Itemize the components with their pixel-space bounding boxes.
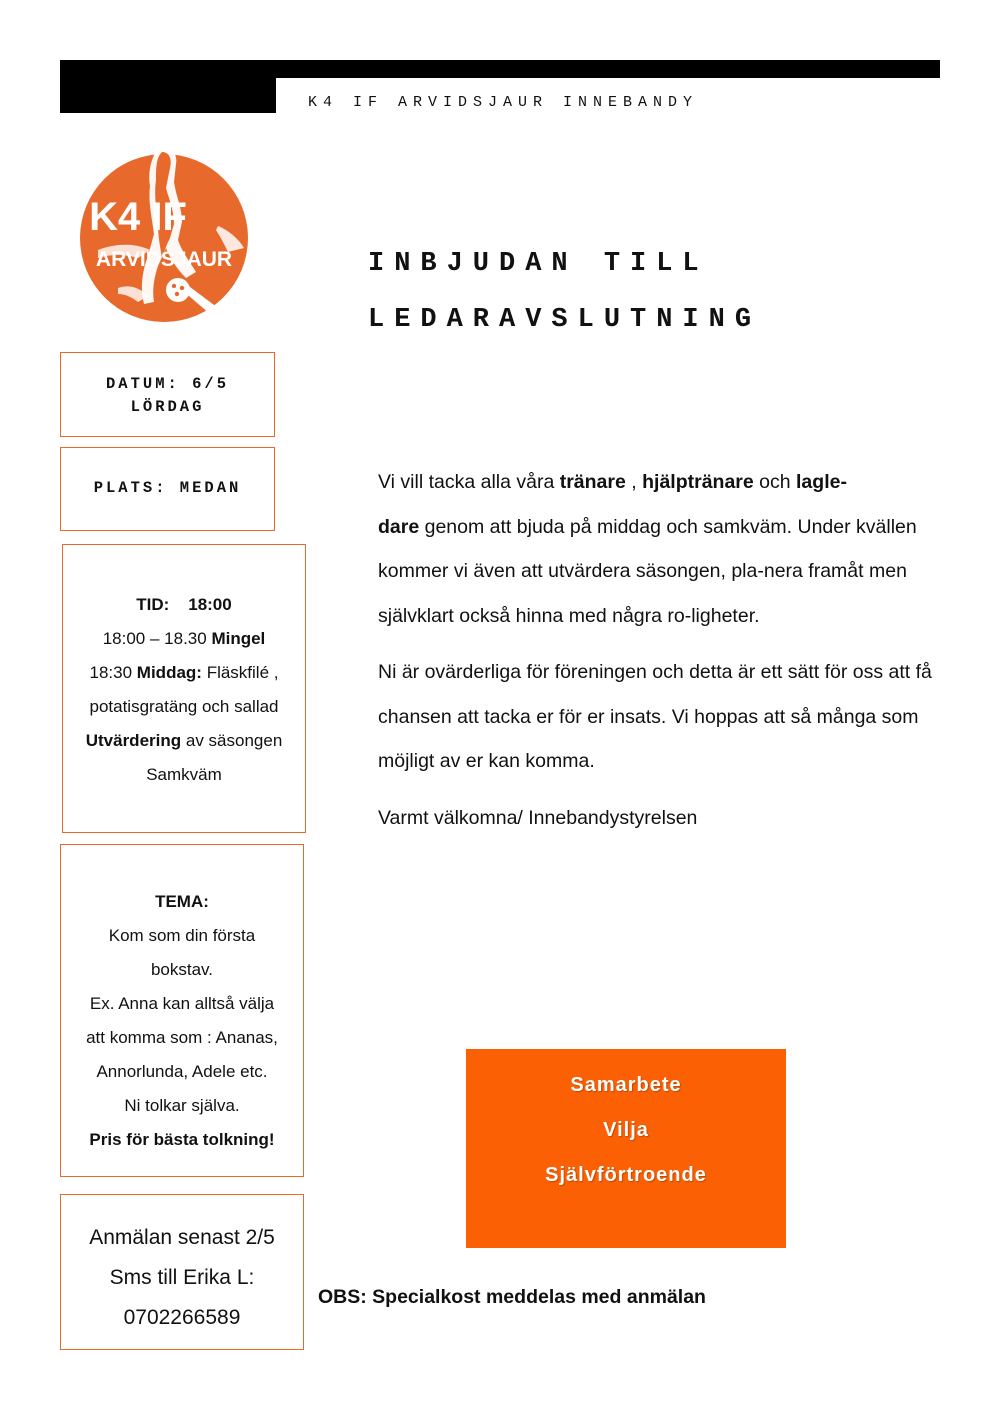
page-title — [368, 236, 948, 348]
floorball-player-logo-icon — [78, 138, 250, 324]
schedule-time: 18:00 – 18.30 — [102, 629, 207, 648]
time-value: 18:00 — [188, 595, 232, 614]
paragraph-1 — [378, 460, 938, 638]
schedule-row — [63, 622, 305, 656]
theme-line: bokstav. — [150, 960, 214, 979]
role-manager-part2: dare — [378, 515, 420, 538]
theme-line: att komma som : Ananas, — [86, 1028, 278, 1047]
theme-prize: Pris för bästa tolkning! — [89, 1130, 275, 1149]
schedule-label: Utvärdering — [85, 731, 182, 750]
value-item: Självförtroende — [545, 1164, 707, 1186]
organization-name: K4 IF ARVIDSJAUR INNEBANDY — [308, 94, 699, 111]
schedule-row — [63, 724, 305, 758]
place-line: PLATS: MEDAN — [93, 479, 242, 497]
value-item: Samarbete — [570, 1074, 682, 1096]
theme-heading: TEMA: — [155, 892, 209, 911]
logo-line1: K4 IF — [89, 195, 187, 239]
p1-intro: Vi vill tacka alla våra — [378, 471, 560, 493]
title-line1: INBJUDAN TILL — [368, 249, 709, 279]
title-line2: LEDARAVSLUTNING — [368, 305, 762, 335]
values-box — [466, 1049, 786, 1248]
p1-rest: genom att bjuda på middag och samkväm. Under kvällen kommer vi även att utvärdera säsongen, pla-nera framåt men självklart också hinna med några ro-ligheter. — [378, 515, 917, 627]
p1-sep: och — [753, 471, 797, 493]
schedule-text: Fläskfilé , — [206, 663, 279, 682]
role-coach: tränare — [559, 471, 626, 493]
schedule-box — [62, 544, 306, 833]
role-assistant: hjälptränare — [642, 471, 754, 493]
date-box — [60, 352, 275, 437]
header-bar-block — [60, 60, 276, 113]
invitation-text — [378, 460, 938, 852]
schedule-row — [63, 656, 305, 690]
value-item: Vilja — [603, 1119, 649, 1141]
role-manager-part1: lagle- — [796, 471, 847, 493]
registration-deadline: Anmälan senast 2/5 — [89, 1226, 275, 1249]
theme-line: Ni tolkar själva. — [124, 1096, 240, 1115]
obs-note: OBS: Specialkost meddelas med anmälan — [318, 1286, 706, 1308]
paragraph-3: Varmt välkomna/ Innebandystyrelsen — [378, 806, 698, 829]
registration-box — [60, 1194, 304, 1350]
date-line: DATUM: 6/5 — [105, 375, 229, 393]
schedule-row: potatisgratäng och sallad — [89, 697, 279, 716]
place-box — [60, 447, 275, 531]
time-label: TID: — [136, 595, 170, 614]
schedule-heading — [63, 588, 305, 622]
theme-box — [60, 844, 304, 1177]
schedule-label: Mingel — [211, 629, 266, 648]
weekday-line: LÖRDAG — [130, 398, 205, 416]
registration-sms: Sms till Erika L: — [109, 1266, 255, 1289]
schedule-label: Middag: — [136, 663, 202, 682]
registration-phone: 0702266589 — [123, 1306, 241, 1329]
club-logo — [78, 138, 250, 324]
logo-line2: ARVIDSJAUR — [95, 248, 233, 271]
schedule-text: av säsongen — [185, 731, 283, 750]
paragraph-2: Ni är ovärderliga för föreningen och detta är ett sätt för oss att få chansen att tacka er för er insats. Vi hoppas att så många som möjligt av er kan komma. — [378, 661, 932, 772]
theme-line: Kom som din första — [108, 926, 256, 945]
p1-sep: , — [625, 471, 643, 493]
theme-line: Ex. Anna kan alltså välja — [89, 994, 275, 1013]
schedule-time: 18:30 — [89, 663, 133, 682]
schedule-row: Samkväm — [146, 765, 222, 784]
theme-line: Annorlunda, Adele etc. — [96, 1062, 268, 1081]
